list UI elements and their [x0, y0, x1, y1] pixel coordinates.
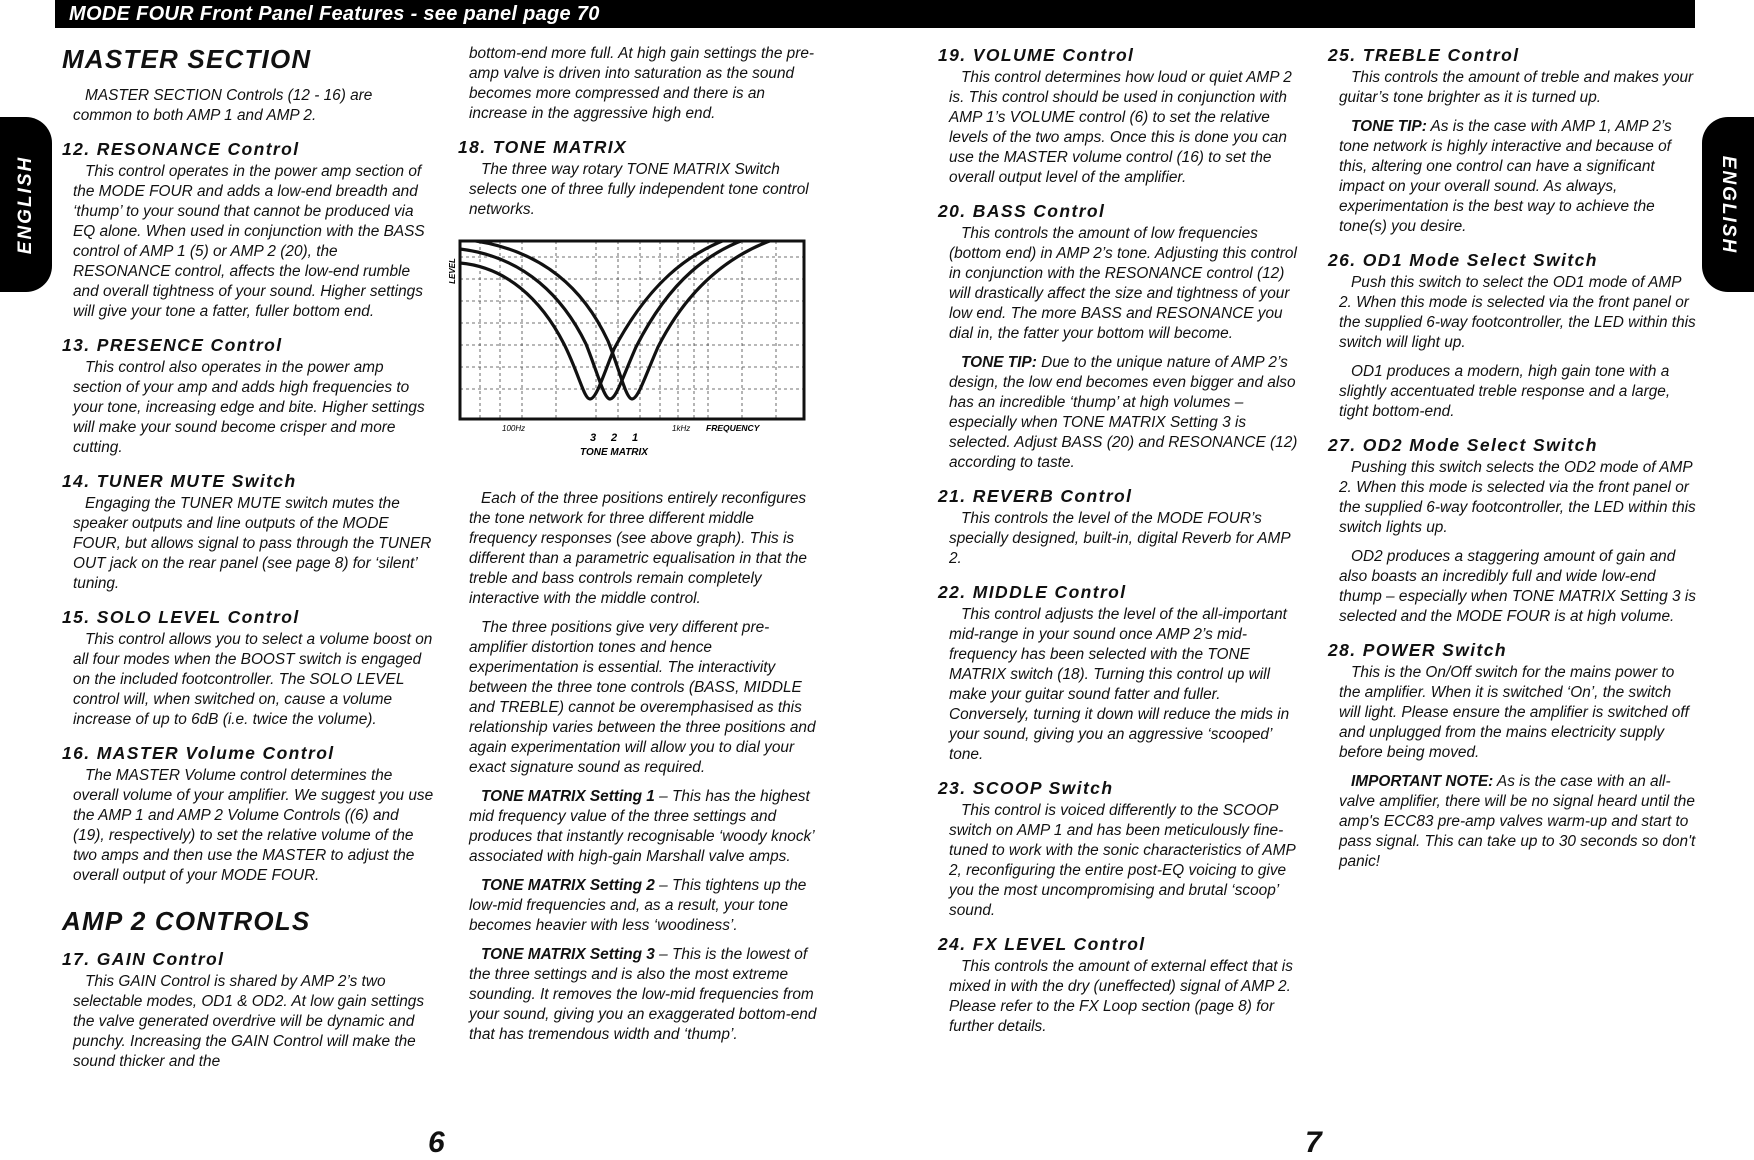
language-tab-left-label: ENGLISH: [15, 155, 36, 254]
graph-tick-1khz: 1kHz: [672, 424, 691, 433]
treble-tip-label: TONE TIP:: [1351, 118, 1427, 135]
od1-body: Push this switch to select the OD1 mode of AMP 2. When this mode is selected via the front panel or the supplied 6-way footcontroller, the LED within this switch will light up.: [1339, 274, 1696, 351]
tuner-mute-body: Engaging the TUNER MUTE switch mutes the speaker outputs and line outputs of the MODE FOUR, but allows signal to pass through the TUNER OUT jack on the rear panel (see page 8) for ‘silent’ tuning.: [73, 495, 432, 592]
setting-2-text: – This tightens up the low-mid frequencies and, as a result, your tone becomes heavier with less ‘woodiness’.: [469, 877, 807, 934]
language-tab-right: [1702, 117, 1754, 292]
column-1: [62, 36, 434, 1081]
bass-heading: 20. BASS Control: [938, 201, 1106, 221]
setting-1-label: TONE MATRIX Setting 1: [481, 788, 655, 805]
graph-caption: TONE MATRIX: [580, 447, 648, 458]
master-volume-body: The MASTER Volume control determines the overall volume of your amplifier. We suggest you use the AMP 1 and AMP 2 Volume Controls ((6) and (19), respectively) to set the relative volume of the two amps and then use the MASTER to adjust the overall output of your MODE FOUR.: [73, 767, 434, 884]
graph-y-label: LEVEL: [448, 258, 457, 284]
master-intro: MASTER SECTION Controls (12 - 16) are common to both AMP 1 and AMP 2.: [73, 87, 373, 124]
amp2-controls-heading: AMP 2 CONTROLS: [62, 906, 311, 936]
power-body: This is the On/Off switch for the mains power to the amplifier. When it is switched ‘On’, the switch will light. Please ensure the amplifier is switched off and unplugged from the mains electricity supply before being moved.: [1339, 664, 1689, 761]
od1-heading: 26. OD1 Mode Select Switch: [1328, 250, 1598, 270]
solo-level-body: This control allows you to select a volume boost on all four modes when the BOOST switch is engaged on the included footcontroller. The SOLO LEVEL control will, when switched on, cause a volume increase of up to 6dB (i.e. twice the volume).: [73, 631, 433, 728]
page-number-left: 6: [428, 1126, 445, 1159]
treble-body: This controls the amount of treble and makes your guitar’s tone brighter as it is turned up.: [1339, 69, 1694, 106]
setting-1-text: – This has the highest mid frequency value of the three settings and produces that instantly recognisable ‘woody knock’ associated with high-gain Marshall valve amps.: [469, 788, 814, 865]
setting-2-label: TONE MATRIX Setting 2: [481, 877, 655, 894]
graph-position-1: 1: [631, 432, 639, 444]
tone-matrix-paragraph-2: The three positions give very different pre-amplifier distortion tones and hence experimentation is essential. The interactivity between the three tone controls (BASS, MIDDLE and TREBLE) cannot be overemphasised as this relationship varies between the three positions and again experimentation will allow you to dial your exact signature sound as required.: [469, 619, 816, 776]
column-2: [448, 44, 824, 1054]
reverb-heading: 21. REVERB Control: [938, 486, 1133, 506]
graph-x-label: FREQUENCY: [706, 423, 760, 433]
gain-body: This GAIN Control is shared by AMP 2’s two selectable modes, OD1 & OD2. At low gain settings the valve generated overdrive will be dynamic and punchy. Increasing the GAIN Control will make the sound thicker and the: [73, 973, 425, 1070]
column-4: [1328, 44, 1696, 881]
scoop-heading: 23. SCOOP Switch: [938, 778, 1114, 798]
resonance-heading: 12. RESONANCE Control: [62, 139, 300, 159]
od2-body-2: OD2 produces a staggering amount of gain and also boasts an incredibly full and wide low-end thump – especially when TONE MATRIX Setting 3 is selected and the MODE FOUR is at high volume.: [1339, 548, 1696, 625]
power-important-note: [1339, 772, 1696, 872]
fx-level-body: This controls the amount of external effect that is mixed in with the dry (uneffected) signal of AMP 2. Please refer to the FX Loop section (page 8) for further details.: [949, 958, 1293, 1035]
power-note-text: As is the case with an all-valve amplifier, there will be no signal heard until the amp's ECC83 pre-amp valves warm-up and start to pass signal. This can take up to 30 seconds so don't panic!: [1339, 773, 1696, 870]
resonance-body: This control operates in the power amp section of the MODE FOUR and adds a low-end breadth and ‘thump’ to your sound that cannot be produced via EQ alone. When used in conjunction with the BASS control of AMP 1 (5) or AMP 2 (20), the RESONANCE control, affects the low-end rumble and overall tightness of your sound. Higher settings will give your tone a fatter, fuller bottom end.: [73, 163, 425, 320]
bass-tone-tip: [949, 353, 1304, 473]
od2-body: Pushing this switch selects the OD2 mode of AMP 2. When this mode is selected via the front panel or the supplied 6-way footcontroller, the LED within this switch lights up.: [1339, 459, 1696, 536]
graph-tick-100hz: 100Hz: [502, 424, 526, 433]
tone-matrix-heading: 18. TONE MATRIX: [458, 137, 628, 157]
volume-heading: 19. VOLUME Control: [938, 45, 1135, 65]
graph-frame: [460, 241, 804, 419]
tone-matrix-setting-1: [469, 787, 824, 867]
tone-matrix-graph: [446, 229, 816, 479]
power-heading: 28. POWER Switch: [1328, 640, 1507, 660]
od1-body-2: OD1 produces a modern, high gain tone with a slightly accentuated treble response and a large, tight bottom-end.: [1339, 363, 1671, 420]
gain-heading: 17. GAIN Control: [62, 949, 225, 969]
treble-heading: 25. TREBLE Control: [1328, 45, 1520, 65]
od2-heading: 27. OD2 Mode Select Switch: [1328, 435, 1598, 455]
treble-tip-text: As is the case with AMP 1, AMP 2’s tone network is highly interactive and because of this, altering one control can have a significant impact on your overall sound. As always, experimentation is the best way to achieve the tone(s) you desire.: [1339, 118, 1672, 235]
tone-matrix-setting-2: [469, 876, 824, 936]
tone-curve-1: [460, 233, 796, 399]
middle-body: This control adjusts the level of the all-important mid-range in your sound once AMP 2’s mid-frequency has been selected with the TONE MATRIX switch (18). Turning this control up will make your guitar sound fatter and fuller. Conversely, turning it down will reduce the mids in your sound, giving you an aggressive ‘scooped’ tone.: [949, 606, 1290, 763]
treble-tone-tip: [1339, 117, 1696, 237]
volume-body: This control determines how loud or quiet AMP 2 is. This control should be used in conjunction with AMP 1’s VOLUME control (6) to set the relative levels of the two amps. Once this is done you can use the MASTER volume control (16) to set the overall output level of the amplifier.: [949, 69, 1292, 186]
header-bar: [55, 0, 1695, 28]
bass-tip-text: Due to the unique nature of AMP 2’s design, the low end becomes even bigger and also has an incredible ‘thump’ at high volumes – especially when TONE MATRIX Setting 3 is selected. Adjust BASS (20) and RESONANCE (12) according to taste.: [949, 354, 1298, 471]
solo-level-heading: 15. SOLO LEVEL Control: [62, 607, 300, 627]
graph-position-3: 3: [589, 432, 597, 444]
header-title: MODE FOUR Front Panel Features - see panel page 70: [69, 3, 600, 25]
column-3: [938, 44, 1304, 1046]
master-section-heading: MASTER SECTION: [62, 44, 312, 74]
graph-position-2: 2: [610, 432, 618, 444]
gain-body-continued: bottom-end more full. At high gain settings the pre-amp valve is driven into saturation as the sound becomes more compressed and there is an increase in the aggressive high end.: [469, 45, 815, 122]
tone-matrix-body: The three way rotary TONE MATRIX Switch selects one of three fully independent tone control networks.: [469, 161, 809, 218]
presence-body: This control also operates in the power amp section of your amp and adds high frequencies to your tone, increasing edge and bite. Higher settings will make your sound become crisper and more cutting.: [73, 359, 425, 456]
tone-curve-3: [460, 233, 746, 399]
tone-matrix-setting-3: [469, 945, 824, 1045]
reverb-body: This controls the level of the MODE FOUR’s specially designed, built-in, digital Reverb for AMP 2.: [949, 510, 1291, 567]
fx-level-heading: 24. FX LEVEL Control: [938, 934, 1146, 954]
setting-3-label: TONE MATRIX Setting 3: [481, 946, 655, 963]
bass-tip-label: TONE TIP:: [961, 354, 1037, 371]
tone-curve-2: [460, 233, 766, 399]
power-note-label: IMPORTANT NOTE:: [1351, 773, 1494, 790]
presence-heading: 13. PRESENCE Control: [62, 335, 283, 355]
language-tab-right-label: ENGLISH: [1718, 155, 1739, 254]
scoop-body: This control is voiced differently to the SCOOP switch on AMP 1 and has been meticulously fine-tuned to work with the sonic characteristics of AMP 2, reconfiguring the entire post-EQ voicing to give you the most uncompromising and brutal ‘scoop’ sound.: [949, 802, 1296, 919]
tone-matrix-paragraph-1: Each of the three positions entirely reconfigures the tone network for three different middle frequency responses (see above graph). This is different than a parametric equalisation in that the treble and bass controls remain completely interactive with the middle control.: [469, 490, 807, 607]
graph-grid: [460, 241, 804, 419]
page-number-right: 7: [1305, 1126, 1322, 1159]
language-tab-left: [0, 117, 52, 292]
bass-body: This controls the amount of low frequencies (bottom end) in AMP 2’s tone. Adjusting this control in conjunction with the RESONANCE control (12) will drastically affect the size and tightness of your low end. The more BASS and RESONANCE you dial in, the fatter your bottom will become.: [949, 225, 1297, 342]
setting-3-text: – This is the lowest of the three settings and is also the most extreme sounding. It removes the low-mid frequencies from your sound, giving you an exaggerated bottom-end that has tremendous width and ‘thump’.: [469, 946, 817, 1043]
tuner-mute-heading: 14. TUNER MUTE Switch: [62, 471, 297, 491]
middle-heading: 22. MIDDLE Control: [938, 582, 1127, 602]
master-volume-heading: 16. MASTER Volume Control: [62, 743, 335, 763]
